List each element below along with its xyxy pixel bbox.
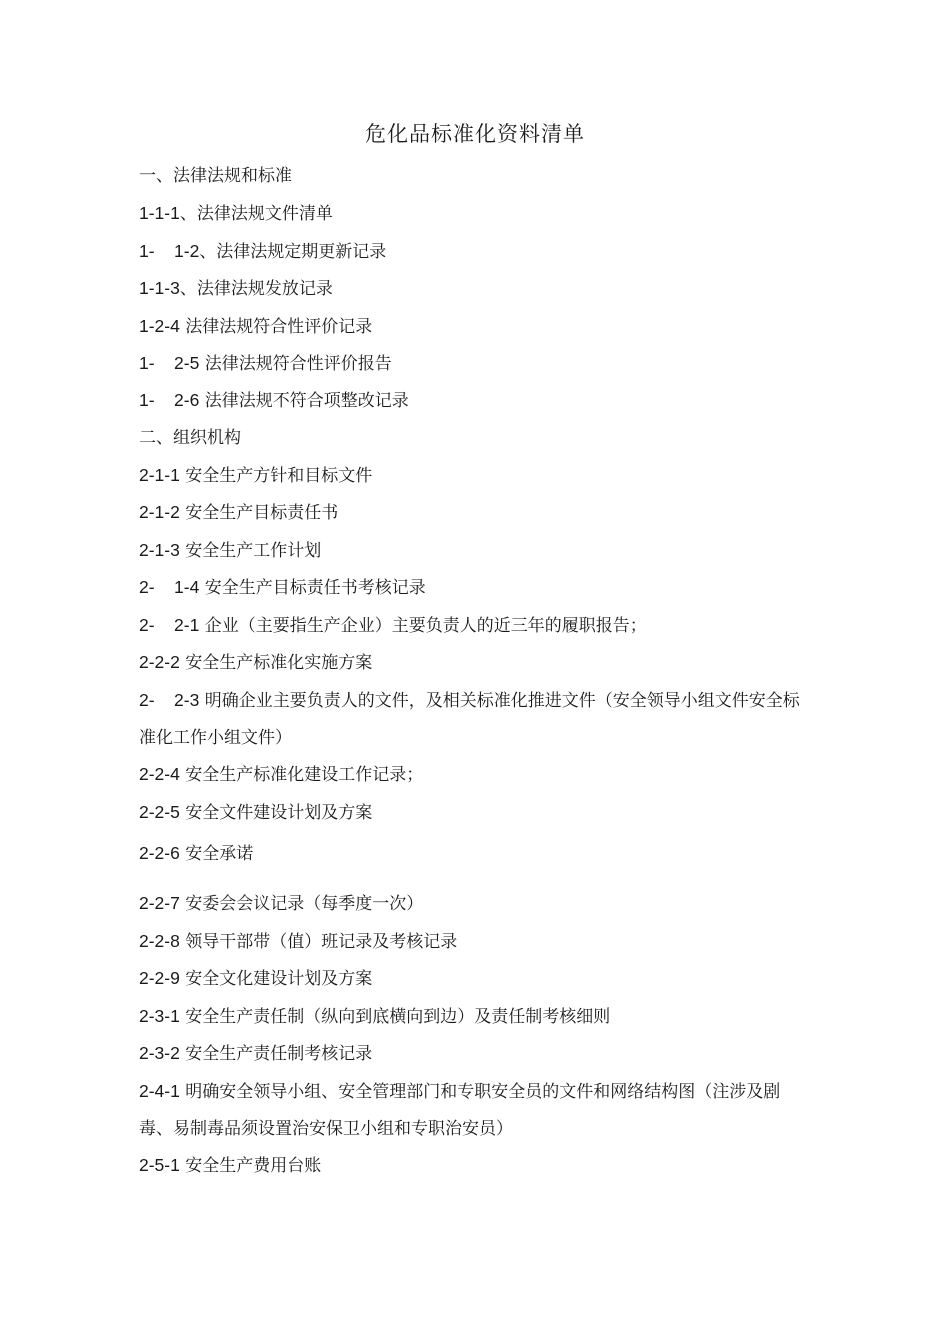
list-item <box>139 572 819 603</box>
item-text: 领导干部带（值）班记录及考核记录 <box>179 932 458 952</box>
list-item <box>139 460 819 491</box>
item-text: 安全文化建设计划及方案 <box>179 969 373 989</box>
item-number: 1-1-3 <box>139 278 180 298</box>
line-text: 二、组织机构 <box>139 428 241 448</box>
item-number: 2-4-1 <box>139 1081 180 1101</box>
list-item <box>139 198 819 229</box>
item-text: 、法律法规文件清单 <box>179 204 333 224</box>
item-number: 1-2-4 <box>139 316 180 336</box>
item-text: 企业（主要指生产企业）主要负责人的近三年的履职报告； <box>199 616 647 636</box>
item-text: 安全生产方针和目标文件 <box>179 466 373 486</box>
item-number: 1- 1-2 <box>139 241 200 261</box>
item-text: 法律法规不符合项整改记录 <box>199 391 409 411</box>
list-item <box>139 1038 819 1069</box>
item-number: 2-1-3 <box>139 540 180 560</box>
item-number: 2-2-7 <box>139 893 180 913</box>
item-text: 法律法规符合性评价记录 <box>179 317 373 337</box>
item-number: 2-2-8 <box>139 931 180 951</box>
list-item <box>139 797 819 828</box>
item-number: 2-3-1 <box>139 1006 180 1026</box>
item-text: 明确企业主要负责人的文件，及相关标准化推进文件（安全领导小组文件安全标准化工作小组文件） <box>139 691 800 748</box>
item-number: 1- 2-6 <box>139 390 200 410</box>
item-text: 、法律法规发放记录 <box>179 279 333 299</box>
item-number: 2-1-2 <box>139 502 180 522</box>
list-item <box>139 759 819 790</box>
item-text: 安委会会议记录（每季度一次） <box>179 894 424 914</box>
item-text: 安全生产工作计划 <box>179 541 322 561</box>
item-text: 、法律法规定期更新记录 <box>199 242 387 262</box>
item-number: 2-2-6 <box>139 843 180 863</box>
list-item <box>139 535 819 566</box>
line-text: 一、法律法规和标准 <box>139 166 292 186</box>
list-item <box>139 497 819 528</box>
item-number: 2-3-2 <box>139 1043 180 1063</box>
item-number: 2-5-1 <box>139 1155 180 1175</box>
list-item <box>139 926 819 957</box>
item-number: 1- 2-5 <box>139 353 200 373</box>
list-item <box>139 682 809 757</box>
list-item <box>139 385 819 416</box>
item-text: 安全文件建设计划及方案 <box>179 803 373 823</box>
list-item <box>139 1150 819 1181</box>
item-text: 安全生产责任制考核记录 <box>179 1044 373 1064</box>
item-text: 明确安全领导小组、安全管理部门和专职安全员的文件和网络结构图（注涉及剧毒、易制毒品须设置治安保卫小组和专职治安员） <box>139 1082 781 1139</box>
item-text: 安全生产目标责任书 <box>179 503 339 523</box>
list-item <box>139 311 819 342</box>
item-number: 2-2-5 <box>139 802 180 822</box>
list-item <box>139 888 819 919</box>
item-number: 1-1-1 <box>139 203 180 223</box>
list-item <box>139 647 819 678</box>
item-number: 2-2-2 <box>139 652 180 672</box>
list-item <box>139 348 819 379</box>
document-title: 危化品标准化资料清单 <box>365 122 585 146</box>
list-item <box>139 1001 819 1032</box>
item-text: 安全承诺 <box>179 844 254 864</box>
item-number: 2-1-1 <box>139 465 180 485</box>
item-text: 安全生产费用台账 <box>179 1156 322 1176</box>
list-item <box>139 610 819 641</box>
item-text: 安全生产标准化实施方案 <box>179 653 373 673</box>
item-number: 2-2-9 <box>139 968 180 988</box>
list-item <box>139 273 819 304</box>
item-text: 安全生产目标责任书考核记录 <box>199 578 426 598</box>
list-item <box>139 963 819 994</box>
item-number: 2- 2-3 <box>139 690 200 710</box>
item-text: 安全生产标准化建设工作记录； <box>179 765 424 785</box>
list-item <box>139 838 819 869</box>
section-heading-laws <box>139 161 819 191</box>
section-heading-organization <box>139 423 819 453</box>
item-number: 2- 1-4 <box>139 577 200 597</box>
item-text: 安全生产责任制（纵向到底横向到边）及责任制考核细则 <box>179 1007 611 1027</box>
list-item <box>139 236 819 267</box>
item-number: 2-2-4 <box>139 764 180 784</box>
list-item <box>139 1073 809 1148</box>
item-number: 2- 2-1 <box>139 615 200 635</box>
item-text: 法律法规符合性评价报告 <box>199 354 392 374</box>
